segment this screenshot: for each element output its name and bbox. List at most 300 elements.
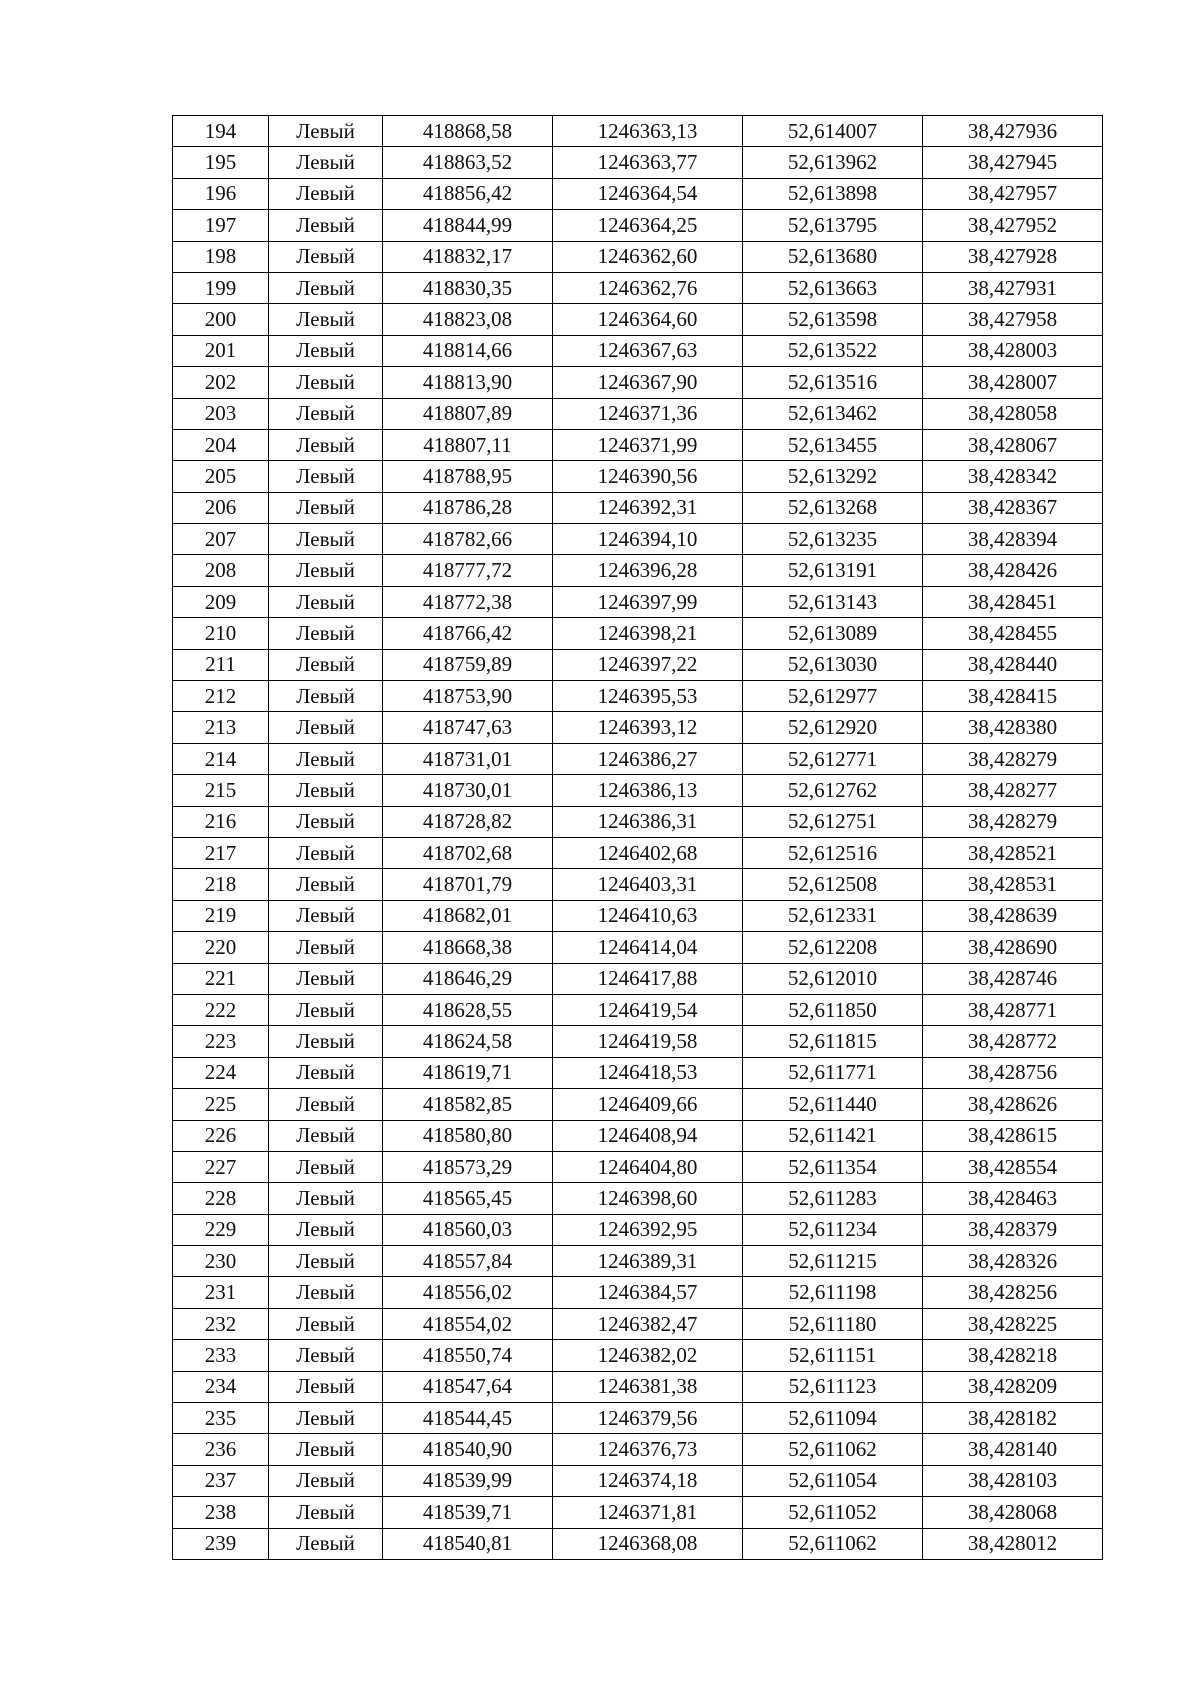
y-coordinate-cell: 1246418,53 (553, 1057, 743, 1088)
point-number-cell: 198 (173, 241, 269, 272)
point-number-cell: 224 (173, 1057, 269, 1088)
x-coordinate-cell: 418814,66 (383, 335, 553, 366)
latitude-cell: 52,611215 (743, 1246, 923, 1277)
side-cell: Левый (269, 555, 383, 586)
latitude-cell: 52,614007 (743, 116, 923, 147)
y-coordinate-cell: 1246392,95 (553, 1214, 743, 1245)
latitude-cell: 52,613191 (743, 555, 923, 586)
y-coordinate-cell: 1246402,68 (553, 837, 743, 868)
side-cell: Левый (269, 1246, 383, 1277)
side-cell: Левый (269, 241, 383, 272)
table-row (173, 1089, 1103, 1120)
table-row (173, 775, 1103, 806)
x-coordinate-cell: 418540,81 (383, 1528, 553, 1559)
latitude-cell: 52,613598 (743, 304, 923, 335)
side-cell: Левый (269, 681, 383, 712)
x-coordinate-cell: 418844,99 (383, 210, 553, 241)
latitude-cell: 52,613235 (743, 524, 923, 555)
y-coordinate-cell: 1246362,76 (553, 272, 743, 303)
side-cell: Левый (269, 1434, 383, 1465)
x-coordinate-cell: 418868,58 (383, 116, 553, 147)
side-cell: Левый (269, 1151, 383, 1182)
side-cell: Левый (269, 994, 383, 1025)
longitude-cell: 38,428182 (923, 1403, 1103, 1434)
latitude-cell: 52,611054 (743, 1465, 923, 1496)
latitude-cell: 52,613292 (743, 461, 923, 492)
point-number-cell: 226 (173, 1120, 269, 1151)
table-row (173, 900, 1103, 931)
longitude-cell: 38,428067 (923, 429, 1103, 460)
table-row (173, 649, 1103, 680)
side-cell: Левый (269, 932, 383, 963)
x-coordinate-cell: 418682,01 (383, 900, 553, 931)
point-number-cell: 211 (173, 649, 269, 680)
table-row (173, 869, 1103, 900)
table-row (173, 429, 1103, 460)
longitude-cell: 38,428279 (923, 806, 1103, 837)
point-number-cell: 227 (173, 1151, 269, 1182)
longitude-cell: 38,428746 (923, 963, 1103, 994)
longitude-cell: 38,428326 (923, 1246, 1103, 1277)
x-coordinate-cell: 418728,82 (383, 806, 553, 837)
point-number-cell: 206 (173, 492, 269, 523)
longitude-cell: 38,428615 (923, 1120, 1103, 1151)
longitude-cell: 38,428256 (923, 1277, 1103, 1308)
longitude-cell: 38,428626 (923, 1089, 1103, 1120)
side-cell: Левый (269, 178, 383, 209)
x-coordinate-cell: 418624,58 (383, 1026, 553, 1057)
y-coordinate-cell: 1246367,90 (553, 367, 743, 398)
longitude-cell: 38,428058 (923, 398, 1103, 429)
side-cell: Левый (269, 1057, 383, 1088)
table-row (173, 272, 1103, 303)
side-cell: Левый (269, 272, 383, 303)
table-row (173, 1403, 1103, 1434)
y-coordinate-cell: 1246363,13 (553, 116, 743, 147)
table-row (173, 1246, 1103, 1277)
table-row (173, 1026, 1103, 1057)
latitude-cell: 52,612751 (743, 806, 923, 837)
side-cell: Левый (269, 367, 383, 398)
longitude-cell: 38,428394 (923, 524, 1103, 555)
table-row (173, 116, 1103, 147)
x-coordinate-cell: 418540,90 (383, 1434, 553, 1465)
x-coordinate-cell: 418766,42 (383, 618, 553, 649)
latitude-cell: 52,612771 (743, 743, 923, 774)
point-number-cell: 196 (173, 178, 269, 209)
table-row (173, 178, 1103, 209)
longitude-cell: 38,428225 (923, 1308, 1103, 1339)
latitude-cell: 52,613898 (743, 178, 923, 209)
x-coordinate-cell: 418580,80 (383, 1120, 553, 1151)
point-number-cell: 201 (173, 335, 269, 366)
latitude-cell: 52,613522 (743, 335, 923, 366)
latitude-cell: 52,611151 (743, 1340, 923, 1371)
latitude-cell: 52,611094 (743, 1403, 923, 1434)
table-row (173, 932, 1103, 963)
side-cell: Левый (269, 1403, 383, 1434)
side-cell: Левый (269, 524, 383, 555)
point-number-cell: 234 (173, 1371, 269, 1402)
side-cell: Левый (269, 1026, 383, 1057)
point-number-cell: 221 (173, 963, 269, 994)
side-cell: Левый (269, 492, 383, 523)
point-number-cell: 237 (173, 1465, 269, 1496)
y-coordinate-cell: 1246386,27 (553, 743, 743, 774)
point-number-cell: 216 (173, 806, 269, 837)
x-coordinate-cell: 418702,68 (383, 837, 553, 868)
longitude-cell: 38,428140 (923, 1434, 1103, 1465)
y-coordinate-cell: 1246394,10 (553, 524, 743, 555)
x-coordinate-cell: 418554,02 (383, 1308, 553, 1339)
table-row (173, 1183, 1103, 1214)
side-cell: Левый (269, 618, 383, 649)
x-coordinate-cell: 418539,99 (383, 1465, 553, 1496)
x-coordinate-cell: 418565,45 (383, 1183, 553, 1214)
table-row (173, 806, 1103, 837)
latitude-cell: 52,613663 (743, 272, 923, 303)
longitude-cell: 38,428451 (923, 586, 1103, 617)
longitude-cell: 38,428367 (923, 492, 1103, 523)
x-coordinate-cell: 418730,01 (383, 775, 553, 806)
latitude-cell: 52,613795 (743, 210, 923, 241)
point-number-cell: 225 (173, 1089, 269, 1120)
latitude-cell: 52,611354 (743, 1151, 923, 1182)
point-number-cell: 235 (173, 1403, 269, 1434)
point-number-cell: 232 (173, 1308, 269, 1339)
point-number-cell: 215 (173, 775, 269, 806)
x-coordinate-cell: 418759,89 (383, 649, 553, 680)
x-coordinate-cell: 418547,64 (383, 1371, 553, 1402)
y-coordinate-cell: 1246376,73 (553, 1434, 743, 1465)
point-number-cell: 199 (173, 272, 269, 303)
x-coordinate-cell: 418701,79 (383, 869, 553, 900)
side-cell: Левый (269, 649, 383, 680)
side-cell: Левый (269, 1214, 383, 1245)
x-coordinate-cell: 418628,55 (383, 994, 553, 1025)
latitude-cell: 52,613089 (743, 618, 923, 649)
y-coordinate-cell: 1246390,56 (553, 461, 743, 492)
y-coordinate-cell: 1246408,94 (553, 1120, 743, 1151)
longitude-cell: 38,428218 (923, 1340, 1103, 1371)
y-coordinate-cell: 1246374,18 (553, 1465, 743, 1496)
y-coordinate-cell: 1246414,04 (553, 932, 743, 963)
x-coordinate-cell: 418788,95 (383, 461, 553, 492)
side-cell: Левый (269, 806, 383, 837)
table-row (173, 1151, 1103, 1182)
table-row (173, 1528, 1103, 1559)
table-row (173, 492, 1103, 523)
table-row (173, 963, 1103, 994)
longitude-cell: 38,427952 (923, 210, 1103, 241)
table-row (173, 210, 1103, 241)
x-coordinate-cell: 418823,08 (383, 304, 553, 335)
side-cell: Левый (269, 210, 383, 241)
point-number-cell: 230 (173, 1246, 269, 1277)
side-cell: Левый (269, 1371, 383, 1402)
x-coordinate-cell: 418556,02 (383, 1277, 553, 1308)
latitude-cell: 52,613268 (743, 492, 923, 523)
point-number-cell: 194 (173, 116, 269, 147)
table-row (173, 461, 1103, 492)
table-row (173, 1120, 1103, 1151)
y-coordinate-cell: 1246389,31 (553, 1246, 743, 1277)
latitude-cell: 52,613462 (743, 398, 923, 429)
point-number-cell: 209 (173, 586, 269, 617)
table-row (173, 304, 1103, 335)
x-coordinate-cell: 418863,52 (383, 147, 553, 178)
x-coordinate-cell: 418786,28 (383, 492, 553, 523)
table-row (173, 555, 1103, 586)
point-number-cell: 205 (173, 461, 269, 492)
longitude-cell: 38,427931 (923, 272, 1103, 303)
longitude-cell: 38,428690 (923, 932, 1103, 963)
y-coordinate-cell: 1246409,66 (553, 1089, 743, 1120)
latitude-cell: 52,612516 (743, 837, 923, 868)
x-coordinate-cell: 418539,71 (383, 1497, 553, 1528)
point-number-cell: 222 (173, 994, 269, 1025)
x-coordinate-cell: 418557,84 (383, 1246, 553, 1277)
longitude-cell: 38,427928 (923, 241, 1103, 272)
y-coordinate-cell: 1246396,28 (553, 555, 743, 586)
table-row (173, 1497, 1103, 1528)
latitude-cell: 52,613455 (743, 429, 923, 460)
longitude-cell: 38,428007 (923, 367, 1103, 398)
point-number-cell: 220 (173, 932, 269, 963)
latitude-cell: 52,611850 (743, 994, 923, 1025)
longitude-cell: 38,428771 (923, 994, 1103, 1025)
longitude-cell: 38,428012 (923, 1528, 1103, 1559)
point-number-cell: 202 (173, 367, 269, 398)
y-coordinate-cell: 1246398,60 (553, 1183, 743, 1214)
table-row (173, 1371, 1103, 1402)
table-row (173, 712, 1103, 743)
latitude-cell: 52,613516 (743, 367, 923, 398)
longitude-cell: 38,428463 (923, 1183, 1103, 1214)
side-cell: Левый (269, 1183, 383, 1214)
y-coordinate-cell: 1246371,99 (553, 429, 743, 460)
latitude-cell: 52,611180 (743, 1308, 923, 1339)
point-number-cell: 213 (173, 712, 269, 743)
latitude-cell: 52,611234 (743, 1214, 923, 1245)
longitude-cell: 38,427945 (923, 147, 1103, 178)
table-row (173, 1434, 1103, 1465)
table-row (173, 1465, 1103, 1496)
table-row (173, 398, 1103, 429)
longitude-cell: 38,428415 (923, 681, 1103, 712)
latitude-cell: 52,611283 (743, 1183, 923, 1214)
longitude-cell: 38,428342 (923, 461, 1103, 492)
x-coordinate-cell: 418782,66 (383, 524, 553, 555)
x-coordinate-cell: 418619,71 (383, 1057, 553, 1088)
table-row (173, 1057, 1103, 1088)
point-number-cell: 218 (173, 869, 269, 900)
y-coordinate-cell: 1246364,54 (553, 178, 743, 209)
latitude-cell: 52,613962 (743, 147, 923, 178)
y-coordinate-cell: 1246404,80 (553, 1151, 743, 1182)
point-number-cell: 214 (173, 743, 269, 774)
table-row (173, 837, 1103, 868)
longitude-cell: 38,428756 (923, 1057, 1103, 1088)
y-coordinate-cell: 1246403,31 (553, 869, 743, 900)
table-row (173, 743, 1103, 774)
side-cell: Левый (269, 900, 383, 931)
side-cell: Левый (269, 461, 383, 492)
longitude-cell: 38,428209 (923, 1371, 1103, 1402)
y-coordinate-cell: 1246386,31 (553, 806, 743, 837)
latitude-cell: 52,613143 (743, 586, 923, 617)
longitude-cell: 38,428426 (923, 555, 1103, 586)
latitude-cell: 52,612331 (743, 900, 923, 931)
side-cell: Левый (269, 963, 383, 994)
point-number-cell: 238 (173, 1497, 269, 1528)
side-cell: Левый (269, 1340, 383, 1371)
longitude-cell: 38,427958 (923, 304, 1103, 335)
coordinates-table-body (173, 116, 1103, 1560)
x-coordinate-cell: 418544,45 (383, 1403, 553, 1434)
x-coordinate-cell: 418777,72 (383, 555, 553, 586)
y-coordinate-cell: 1246368,08 (553, 1528, 743, 1559)
point-number-cell: 223 (173, 1026, 269, 1057)
x-coordinate-cell: 418582,85 (383, 1089, 553, 1120)
y-coordinate-cell: 1246379,56 (553, 1403, 743, 1434)
side-cell: Левый (269, 335, 383, 366)
x-coordinate-cell: 418731,01 (383, 743, 553, 774)
latitude-cell: 52,611062 (743, 1528, 923, 1559)
latitude-cell: 52,611052 (743, 1497, 923, 1528)
side-cell: Левый (269, 869, 383, 900)
y-coordinate-cell: 1246410,63 (553, 900, 743, 931)
table-row (173, 1277, 1103, 1308)
point-number-cell: 204 (173, 429, 269, 460)
table-row (173, 335, 1103, 366)
longitude-cell: 38,428639 (923, 900, 1103, 931)
latitude-cell: 52,612508 (743, 869, 923, 900)
point-number-cell: 229 (173, 1214, 269, 1245)
y-coordinate-cell: 1246398,21 (553, 618, 743, 649)
x-coordinate-cell: 418573,29 (383, 1151, 553, 1182)
longitude-cell: 38,428531 (923, 869, 1103, 900)
longitude-cell: 38,428772 (923, 1026, 1103, 1057)
longitude-cell: 38,428068 (923, 1497, 1103, 1528)
point-number-cell: 200 (173, 304, 269, 335)
side-cell: Левый (269, 1308, 383, 1339)
table-row (173, 241, 1103, 272)
table-row (173, 681, 1103, 712)
longitude-cell: 38,428379 (923, 1214, 1103, 1245)
latitude-cell: 52,612977 (743, 681, 923, 712)
y-coordinate-cell: 1246397,22 (553, 649, 743, 680)
point-number-cell: 208 (173, 555, 269, 586)
side-cell: Левый (269, 1120, 383, 1151)
longitude-cell: 38,428554 (923, 1151, 1103, 1182)
y-coordinate-cell: 1246364,60 (553, 304, 743, 335)
x-coordinate-cell: 418772,38 (383, 586, 553, 617)
y-coordinate-cell: 1246364,25 (553, 210, 743, 241)
x-coordinate-cell: 418550,74 (383, 1340, 553, 1371)
table-row (173, 1340, 1103, 1371)
latitude-cell: 52,613680 (743, 241, 923, 272)
point-number-cell: 217 (173, 837, 269, 868)
y-coordinate-cell: 1246371,81 (553, 1497, 743, 1528)
latitude-cell: 52,611198 (743, 1277, 923, 1308)
y-coordinate-cell: 1246382,47 (553, 1308, 743, 1339)
point-number-cell: 207 (173, 524, 269, 555)
side-cell: Левый (269, 1528, 383, 1559)
side-cell: Левый (269, 147, 383, 178)
longitude-cell: 38,428277 (923, 775, 1103, 806)
latitude-cell: 52,612010 (743, 963, 923, 994)
y-coordinate-cell: 1246417,88 (553, 963, 743, 994)
y-coordinate-cell: 1246419,54 (553, 994, 743, 1025)
coordinates-table (172, 115, 1103, 1560)
point-number-cell: 236 (173, 1434, 269, 1465)
x-coordinate-cell: 418646,29 (383, 963, 553, 994)
x-coordinate-cell: 418830,35 (383, 272, 553, 303)
longitude-cell: 38,428440 (923, 649, 1103, 680)
table-row (173, 147, 1103, 178)
point-number-cell: 210 (173, 618, 269, 649)
point-number-cell: 233 (173, 1340, 269, 1371)
y-coordinate-cell: 1246371,36 (553, 398, 743, 429)
latitude-cell: 52,611062 (743, 1434, 923, 1465)
side-cell: Левый (269, 429, 383, 460)
latitude-cell: 52,612208 (743, 932, 923, 963)
longitude-cell: 38,428455 (923, 618, 1103, 649)
y-coordinate-cell: 1246367,63 (553, 335, 743, 366)
x-coordinate-cell: 418807,89 (383, 398, 553, 429)
x-coordinate-cell: 418807,11 (383, 429, 553, 460)
longitude-cell: 38,428521 (923, 837, 1103, 868)
x-coordinate-cell: 418560,03 (383, 1214, 553, 1245)
side-cell: Левый (269, 398, 383, 429)
side-cell: Левый (269, 837, 383, 868)
longitude-cell: 38,427936 (923, 116, 1103, 147)
latitude-cell: 52,611123 (743, 1371, 923, 1402)
latitude-cell: 52,611421 (743, 1120, 923, 1151)
longitude-cell: 38,428103 (923, 1465, 1103, 1496)
table-row (173, 994, 1103, 1025)
x-coordinate-cell: 418747,63 (383, 712, 553, 743)
y-coordinate-cell: 1246381,38 (553, 1371, 743, 1402)
latitude-cell: 52,612920 (743, 712, 923, 743)
y-coordinate-cell: 1246362,60 (553, 241, 743, 272)
point-number-cell: 212 (173, 681, 269, 712)
point-number-cell: 231 (173, 1277, 269, 1308)
x-coordinate-cell: 418856,42 (383, 178, 553, 209)
side-cell: Левый (269, 712, 383, 743)
point-number-cell: 195 (173, 147, 269, 178)
y-coordinate-cell: 1246397,99 (553, 586, 743, 617)
point-number-cell: 228 (173, 1183, 269, 1214)
longitude-cell: 38,428003 (923, 335, 1103, 366)
side-cell: Левый (269, 1089, 383, 1120)
point-number-cell: 203 (173, 398, 269, 429)
latitude-cell: 52,611771 (743, 1057, 923, 1088)
latitude-cell: 52,611440 (743, 1089, 923, 1120)
table-row (173, 524, 1103, 555)
table-row (173, 586, 1103, 617)
side-cell: Левый (269, 304, 383, 335)
table-row (173, 1308, 1103, 1339)
y-coordinate-cell: 1246393,12 (553, 712, 743, 743)
side-cell: Левый (269, 586, 383, 617)
y-coordinate-cell: 1246395,53 (553, 681, 743, 712)
side-cell: Левый (269, 1497, 383, 1528)
longitude-cell: 38,428279 (923, 743, 1103, 774)
table-row (173, 367, 1103, 398)
x-coordinate-cell: 418813,90 (383, 367, 553, 398)
